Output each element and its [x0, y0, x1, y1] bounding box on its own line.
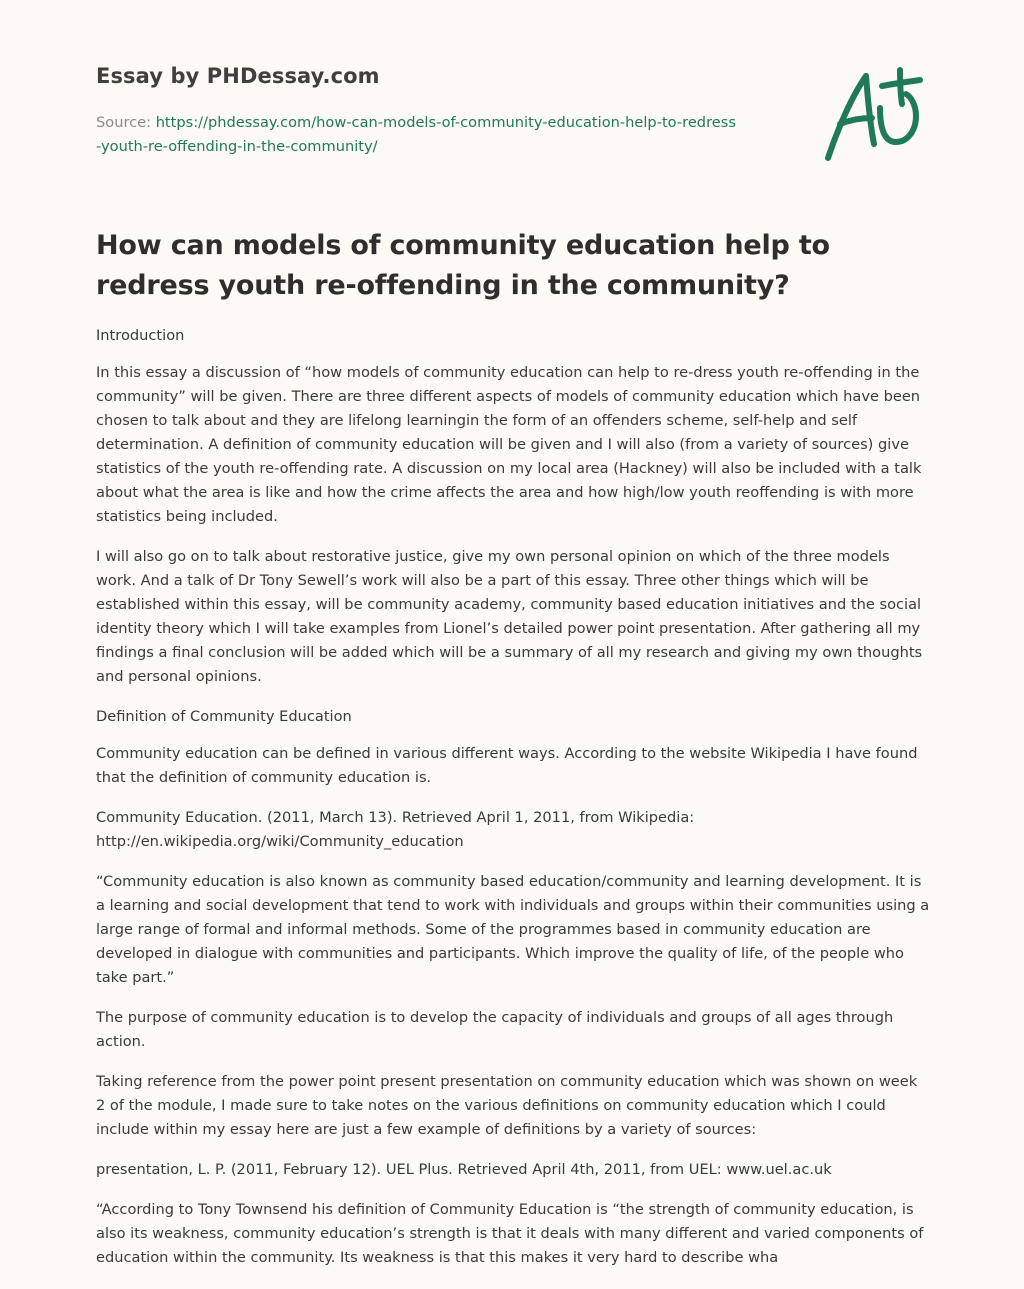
section-heading: Definition of Community Education [96, 708, 352, 725]
body-paragraph: Community Education. (2011, March 13). Retrieved April 1, 2011, from Wikipedia: http://en.wikipedia.org/wiki/Community_education [96, 809, 695, 850]
site-brand: Essay by PHDessay.com [96, 64, 380, 88]
section-heading: Introduction [96, 327, 185, 344]
body-paragraph: presentation, L. P. (2011, February 12). UEL Plus. Retrieved April 4th, 2011, from UEL: www.uel.ac.uk [96, 1161, 832, 1178]
source-line [96, 111, 736, 159]
body-paragraph: “Community education is also known as community based education/community and learning development. It is a learning and social development that tend to work with individuals and groups within their communities using a large range of formal and informal methods. Some of the programmes based in community education are developed in dialogue with communities and participants. Which improve the quality of life, of the people who take part.” [96, 873, 930, 986]
source-link[interactable]: https://phdessay.com/how-can-models-of-community-education-help-to-redress-youth-re-offending-in-the-community/ [96, 114, 736, 155]
body-paragraph: Community education can be defined in various different ways. According to the website Wikipedia I have found that the definition of community education is. [96, 745, 918, 786]
body-paragraph: The purpose of community education is to develop the capacity of individuals and groups of all ages through action. [96, 1009, 894, 1050]
body-paragraph: Taking reference from the power point present presentation on community education which was shown on week 2 of the module, I made sure to take notes on the various definitions on community education which I could include within my essay here are just a few example of definitions by a variety of sources: [96, 1073, 918, 1138]
body-paragraph: In this essay a discussion of “how models of community education can help to re-dress youth re-offending in the community” will be given. There are three different aspects of models of community education which have been chosen to talk about and they are lifelong learningin the form of an offenders scheme, self-help and self determination. A definition of community education will be given and I will also (from a variety of sources) give statistics of the youth re-offending rate. A discussion on my local area (Hackney) will also be included with a talk about what the area is like and how the crime affects the area and how high/low youth reoffending is with more statistics being included. [96, 364, 922, 525]
essay-body [96, 324, 930, 1286]
body-paragraph: I will also go on to talk about restorative justice, give my own personal opinion on which of the three models work. And a talk of Dr Tony Sewell’s work will also be a part of this essay. Three other things which will be established within this essay, will be community academy, community based education initiatives and the social identity theory which I will take examples from Lionel’s detailed power point presentation. After gathering all my findings a final conclusion will be added which will be a summary of all my research and giving my own thoughts and personal opinions. [96, 548, 923, 685]
body-paragraph: “According to Tony Townsend his definition of Community Education is “the strength of community education, is also its weakness, community education’s strength is that it deals with many different and varied components of education within the community. Its weakness is that this makes it very hard to describe wha [96, 1201, 924, 1266]
source-label: Source: [96, 114, 152, 131]
essay-title: How can models of community education help to redress youth re-offending in the community? [96, 230, 830, 301]
a-plus-grade-icon [822, 66, 926, 166]
